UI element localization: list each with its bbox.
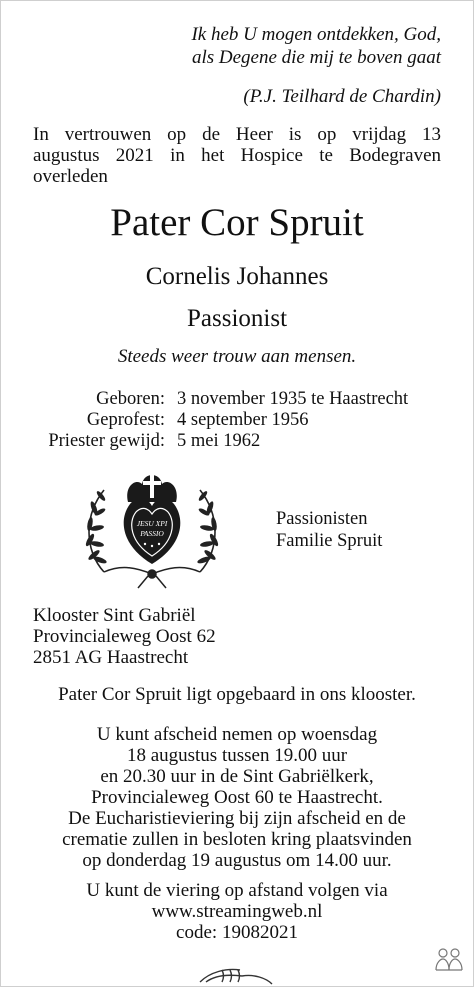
monastery-address: [33, 605, 216, 668]
address-line-3: 2851 AG Haastrecht: [33, 647, 189, 668]
farewell-line-6: crematie zullen in besloten kring plaatsvinden: [62, 829, 412, 850]
religious-title: Passionist: [186, 305, 288, 332]
intro-line-1: In vertrouwen op de Heer is op vrijdag 13: [33, 124, 441, 145]
emblem-text-bottom: PASSIO: [140, 529, 164, 538]
family-line-1: Passionisten: [276, 509, 368, 529]
passionist-emblem: [82, 460, 222, 595]
intro-line-2: augustus 2021 in het Hospice te Bodegraven: [33, 145, 441, 166]
farewell-line-1: U kunt afscheid nemen op woensdag: [96, 724, 378, 745]
quote-author: (P.J. Teilhard de Chardin): [243, 86, 441, 107]
stream-line-1: U kunt de viering op afstand volgen via: [86, 880, 388, 901]
farewell-line-2: 18 augustus tussen 19.00 uur: [126, 745, 348, 766]
farewell-block: [0, 724, 474, 871]
date-label: Geboren:: [96, 389, 165, 409]
family-line-2: Familie Spruit: [276, 531, 383, 551]
date-label: Geprofest:: [86, 410, 165, 430]
farewell-line-5: De Eucharistieviering bij zijn afscheid en de: [68, 808, 406, 829]
life-dates: [33, 389, 408, 452]
address-line-1: Klooster Sint Gabriël: [33, 605, 196, 626]
bereaved-families: [276, 508, 382, 552]
laid-out-notice: Pater Cor Spruit ligt opgebaard in ons klooster.: [58, 684, 416, 705]
address-line-2: Provincialeweg Oost 62: [33, 626, 216, 647]
farewell-line-7: op donderdag 19 augustus om 14.00 uur.: [82, 850, 392, 871]
motto: Steeds weer trouw aan mensen.: [117, 346, 357, 367]
date-value: 3 november 1935 te Haastrecht: [177, 389, 409, 409]
quote-line-1: Ik heb U mogen ontdekken, God,: [191, 24, 441, 45]
farewell-line-4: Provincialeweg Oost 60 te Haastrecht.: [91, 787, 383, 808]
date-value: 4 september 1956: [177, 410, 309, 430]
date-row-ordination: [33, 431, 408, 452]
date-row-profession: [33, 410, 408, 431]
date-value: 5 mei 1962: [177, 431, 261, 451]
full-name: Cornelis Johannes: [145, 263, 329, 290]
date-row-born: [33, 389, 408, 410]
hands-logo-icon: [196, 958, 276, 991]
people-logo-icon: [432, 944, 466, 983]
intro-line-3: overleden: [33, 166, 108, 187]
farewell-line-3: en 20.30 uur in de Sint Gabriëlkerk,: [100, 766, 374, 787]
stream-url: www.streamingweb.nl: [151, 901, 323, 922]
stream-code: code: 19082021: [176, 922, 298, 943]
stream-block: [0, 880, 474, 943]
quote-line-2: als Degene die mij te boven gaat: [191, 47, 441, 68]
deceased-name: Pater Cor Spruit: [110, 201, 364, 244]
emblem-text-top: JESU XPI: [136, 519, 168, 528]
date-label: Priester gewijd:: [48, 431, 165, 451]
